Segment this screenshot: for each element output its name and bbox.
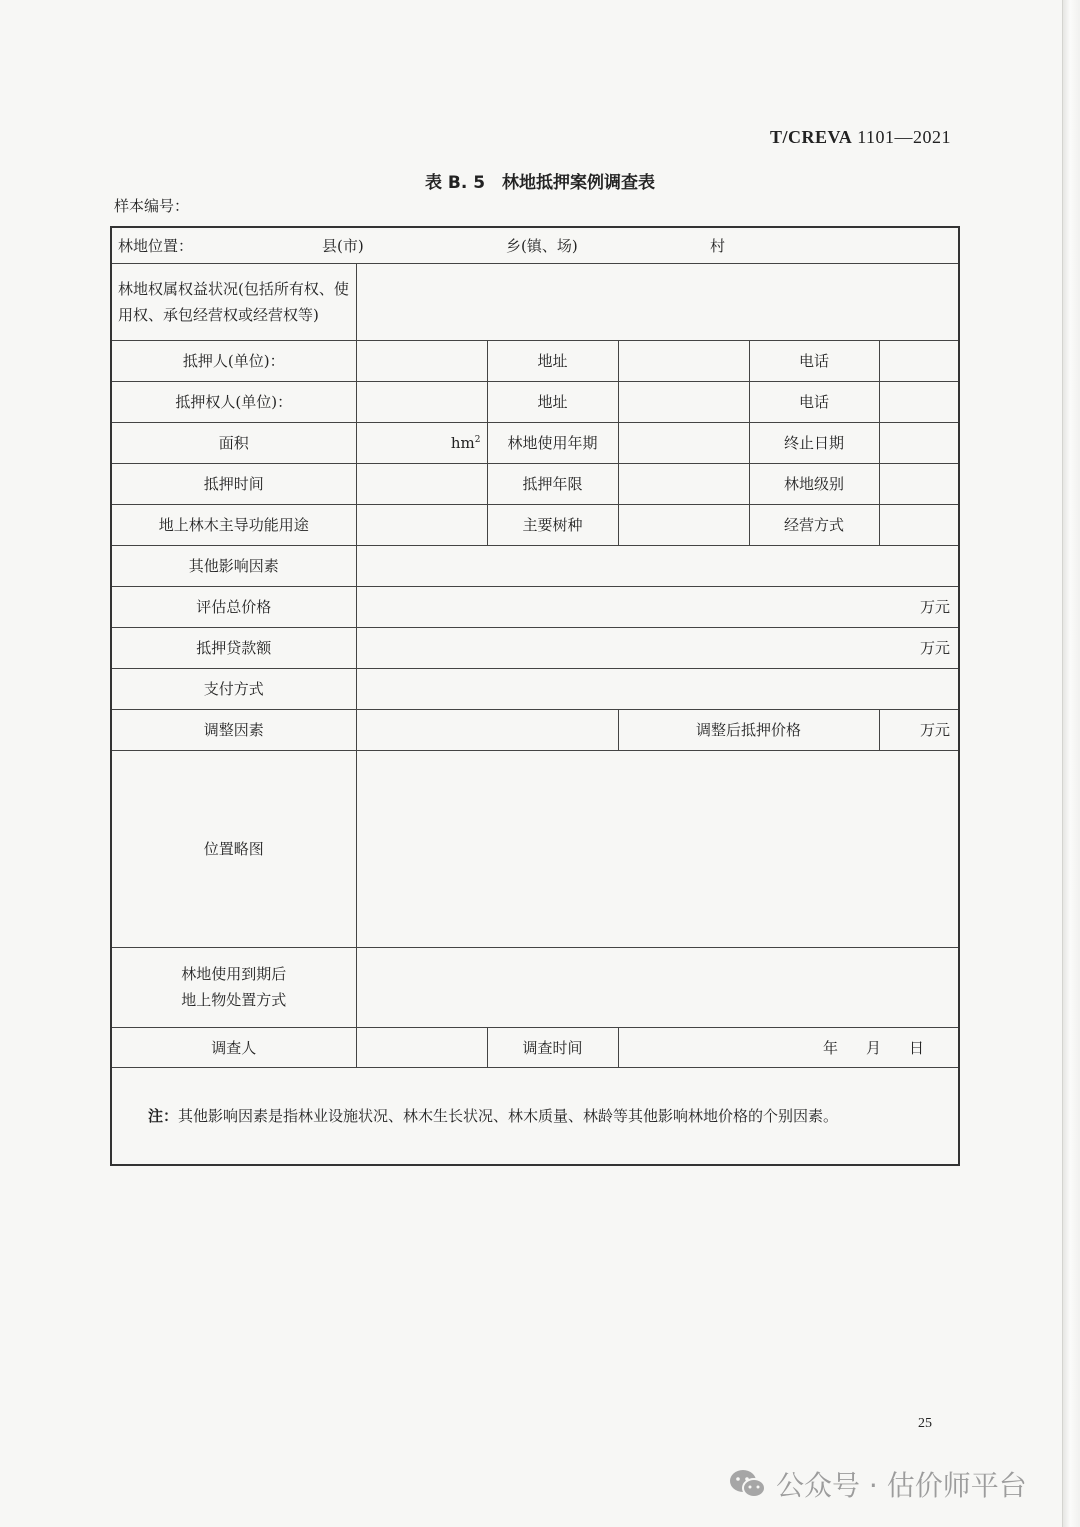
disposal-label-line1: 林地使用到期后 xyxy=(181,965,287,983)
mortgagor-label: 抵押人(单位)： xyxy=(111,340,356,381)
use-term-value[interactable] xyxy=(618,422,749,463)
operation-mode-label: 经营方式 xyxy=(749,504,879,545)
note-cell xyxy=(111,1067,959,1165)
note-row xyxy=(111,1067,959,1165)
operation-mode-value[interactable] xyxy=(879,504,959,545)
disposal-value[interactable] xyxy=(356,947,959,1027)
loan-amount-label: 抵押贷款额 xyxy=(111,627,356,668)
other-factors-row xyxy=(111,545,959,586)
disposal-label xyxy=(111,947,356,1027)
other-factors-label: 其他影响因素 xyxy=(111,545,356,586)
rights-status-value[interactable] xyxy=(356,263,959,340)
month-label: 月 xyxy=(865,1038,881,1057)
investigator-label: 调查人 xyxy=(111,1027,356,1067)
page-title: 表 B. 5 林地抵押案例调查表 xyxy=(424,173,656,193)
mortgagee-address-label: 地址 xyxy=(487,381,618,422)
area-unit-superscript: 2 xyxy=(474,434,481,445)
payment-row xyxy=(111,668,959,709)
adjusted-price-unit: 万元 xyxy=(920,721,951,739)
standard-number: 1101—2021 xyxy=(857,127,952,147)
loan-amount-unit: 万元 xyxy=(920,639,951,657)
forest-grade-label: 林地级别 xyxy=(749,463,879,504)
total-value-unit: 万元 xyxy=(920,598,951,616)
note-prefix: 注： xyxy=(148,1107,179,1126)
mortgage-time-row xyxy=(111,463,959,504)
adjusted-price-label: 调整后抵押价格 xyxy=(618,709,879,750)
adjustment-value[interactable] xyxy=(356,709,618,750)
adjustment-label: 调整因素 xyxy=(111,709,356,750)
loan-amount-value[interactable] xyxy=(356,627,959,668)
main-function-value[interactable] xyxy=(356,504,487,545)
mortgage-term-value[interactable] xyxy=(618,463,749,504)
watermark xyxy=(728,1464,1027,1504)
main-species-label: 主要树种 xyxy=(487,504,618,545)
main-function-row xyxy=(111,504,959,545)
location-sketch-area[interactable] xyxy=(356,750,959,947)
sample-number-label: 样本编号： xyxy=(114,197,190,215)
total-value-label: 评估总价格 xyxy=(111,586,356,627)
mortgage-time-label: 抵押时间 xyxy=(111,463,356,504)
rights-status-label: 林地权属权益状况(包括所有权、使用权、承包经营权或经营权等) xyxy=(111,263,356,340)
watermark-text: 公众号 · 估价师平台 xyxy=(776,1469,1027,1502)
other-factors-value[interactable] xyxy=(356,545,959,586)
day-label: 日 xyxy=(909,1038,925,1057)
survey-time-label: 调查时间 xyxy=(487,1027,618,1067)
mortgagor-phone-label: 电话 xyxy=(749,340,879,381)
total-value-row xyxy=(111,586,959,627)
payment-label: 支付方式 xyxy=(111,668,356,709)
payment-value[interactable] xyxy=(356,668,959,709)
town-label: 乡(镇、场) xyxy=(506,236,578,255)
page-edge xyxy=(1062,0,1080,1527)
mortgagee-row xyxy=(111,381,959,422)
mortgagor-address-value[interactable] xyxy=(618,340,749,381)
mortgage-term-label: 抵押年限 xyxy=(487,463,618,504)
investigator-value[interactable] xyxy=(356,1027,487,1067)
loan-amount-row xyxy=(111,627,959,668)
mortgagor-phone-value[interactable] xyxy=(879,340,959,381)
village-label: 村 xyxy=(710,236,726,255)
end-date-value[interactable] xyxy=(879,422,959,463)
location-cell xyxy=(111,227,959,263)
mortgagee-phone-label: 电话 xyxy=(749,381,879,422)
use-term-label: 林地使用年期 xyxy=(487,422,618,463)
total-value-value[interactable] xyxy=(356,586,959,627)
rights-status-row xyxy=(111,263,959,340)
survey-date-value[interactable] xyxy=(618,1027,959,1067)
mortgagee-value[interactable] xyxy=(356,381,487,422)
area-label: 面积 xyxy=(111,422,356,463)
disposal-row xyxy=(111,947,959,1027)
location-row xyxy=(111,227,959,263)
standard-org: T/CREVA xyxy=(770,127,853,147)
county-label: 县(市) xyxy=(322,236,364,255)
survey-form-table xyxy=(110,226,960,1166)
location-sketch-label: 位置略图 xyxy=(111,750,356,947)
mortgagor-value[interactable] xyxy=(356,340,487,381)
mortgage-time-value[interactable] xyxy=(356,463,487,504)
adjusted-price-value[interactable] xyxy=(879,709,959,750)
end-date-label: 终止日期 xyxy=(749,422,879,463)
area-unit: hm xyxy=(450,433,475,452)
adjustment-row xyxy=(111,709,959,750)
main-species-value[interactable] xyxy=(618,504,749,545)
mortgagee-address-value[interactable] xyxy=(618,381,749,422)
forest-grade-value[interactable] xyxy=(879,463,959,504)
note-text: 其他影响因素是指林业设施状况、林木生长状况、林木质量、林龄等其他影响林地价格的个别因素。 xyxy=(178,1107,839,1126)
page-number: 25 xyxy=(918,1416,932,1431)
year-label: 年 xyxy=(822,1038,838,1057)
mortgagor-row xyxy=(111,340,959,381)
location-label: 林地位置： xyxy=(118,236,194,255)
main-function-label: 地上林木主导功能用途 xyxy=(111,504,356,545)
mortgagor-address-label: 地址 xyxy=(487,340,618,381)
standard-code xyxy=(770,127,951,148)
mortgagee-label: 抵押权人(单位)： xyxy=(111,381,356,422)
mortgagee-phone-value[interactable] xyxy=(879,381,959,422)
wechat-icon xyxy=(728,1468,768,1500)
investigator-row xyxy=(111,1027,959,1067)
area-value[interactable] xyxy=(356,422,487,463)
area-row xyxy=(111,422,959,463)
location-sketch-row xyxy=(111,750,959,947)
disposal-label-line2: 地上物处置方式 xyxy=(181,991,287,1009)
